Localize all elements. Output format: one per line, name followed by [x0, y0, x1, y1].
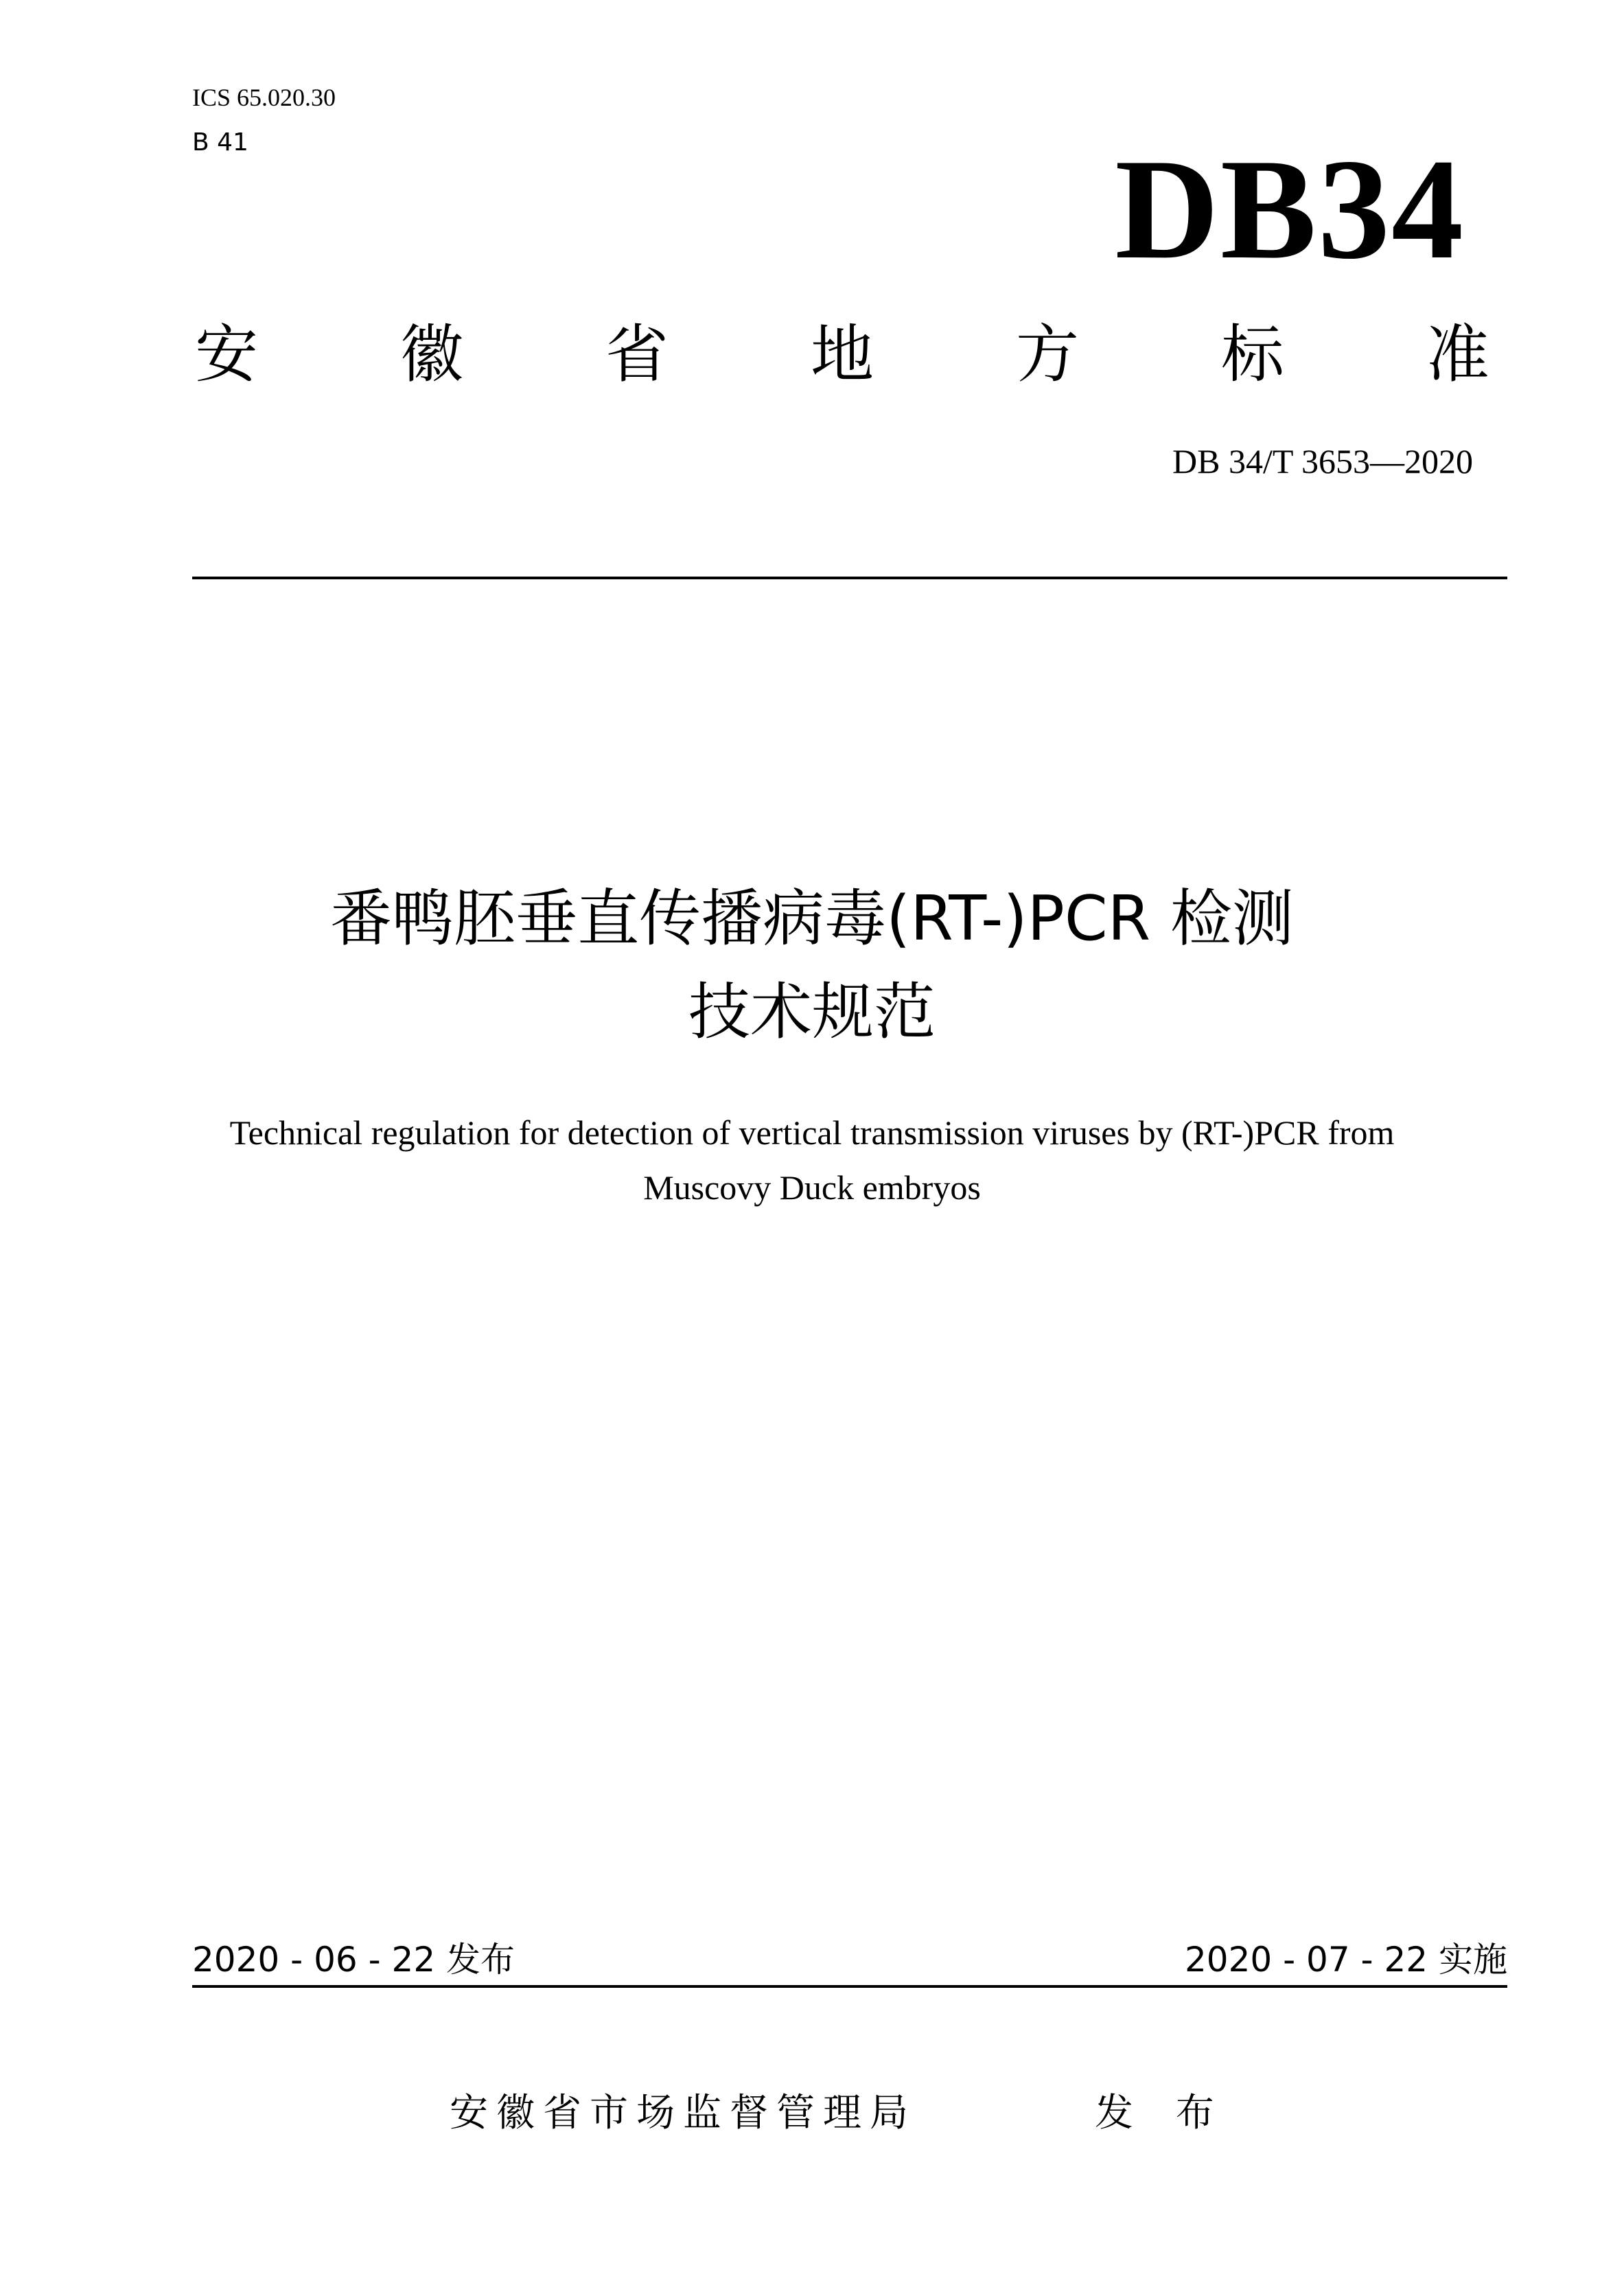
db34-logo: DB34: [1115, 130, 1465, 289]
standard-title-char: 标: [1220, 318, 1284, 391]
standard-title-char: 徽: [399, 318, 463, 391]
standard-title: [195, 317, 1489, 393]
english-title: [0, 1105, 1624, 1215]
top-divider: [192, 577, 1507, 579]
standard-title-char: 地: [810, 318, 874, 391]
standard-title-char: 省: [605, 318, 669, 391]
ics-code: ICS 65.020.30: [192, 84, 336, 111]
implementation-date: 2020 - 07 - 22 实施: [1184, 1940, 1507, 1980]
classification-code: B 41: [192, 128, 248, 156]
chinese-title-line-2: 技术规范: [688, 976, 936, 1048]
bottom-divider: [192, 1985, 1507, 1988]
standard-code: DB 34/T 3653—2020: [1172, 442, 1473, 480]
publish-label: 发 布: [1095, 2091, 1229, 2135]
issue-date: 2020 - 06 - 22 发布: [192, 1940, 515, 1980]
chinese-title-line-1: 番鸭胚垂直传播病毒(RT-)PCR 检测: [330, 883, 1294, 955]
english-title-line-1: Technical regulation for detection of vertical transmission viruses by (RT-)PCR from: [229, 1113, 1395, 1152]
standard-title-char: 准: [1426, 318, 1489, 391]
publisher-name: 安徽省市场监督管理局: [450, 2091, 916, 2135]
standard-title-char: 安: [195, 318, 259, 391]
english-title-line-2: Muscovy Duck embryos: [643, 1168, 981, 1207]
chinese-title: [0, 882, 1624, 1069]
standard-title-char: 方: [1015, 318, 1079, 391]
